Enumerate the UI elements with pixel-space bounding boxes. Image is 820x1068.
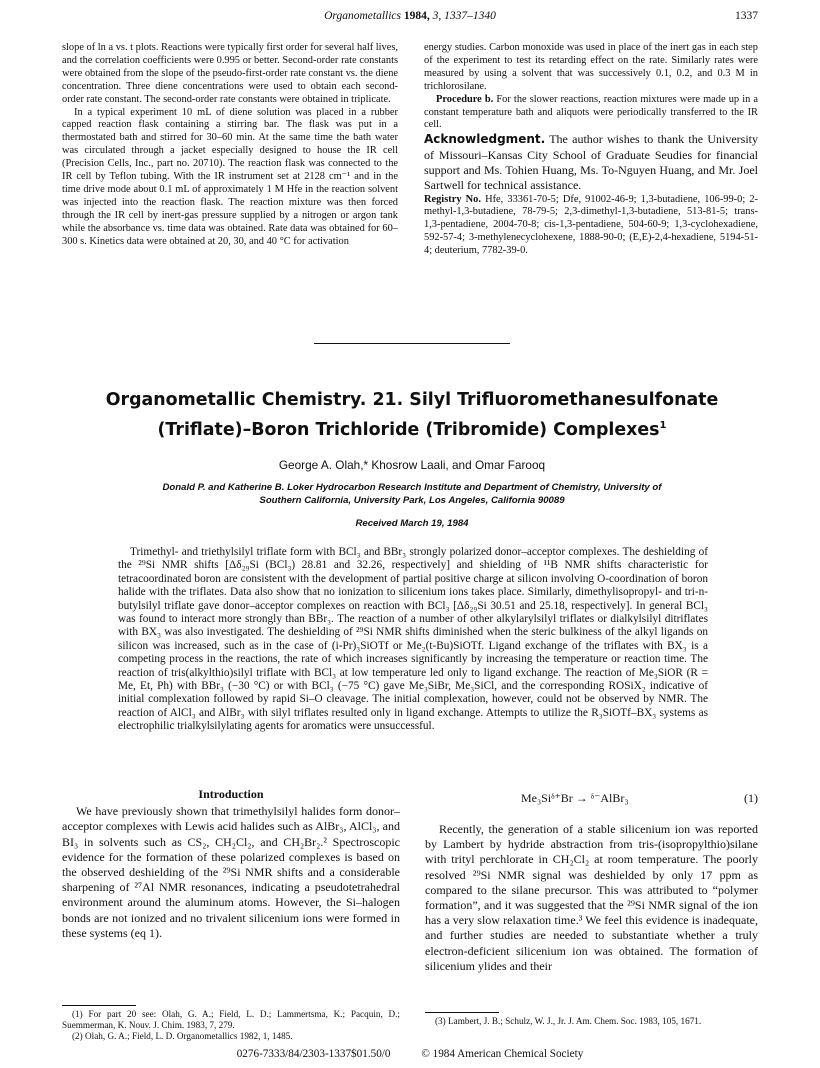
title-footnote-mark: 1 xyxy=(659,420,667,431)
registry-lead: Registry No. xyxy=(424,193,481,205)
title-line: (Triflate)–Boron Trichloride (Tribromide) Complexes$^1$ xyxy=(157,419,667,440)
section-divider xyxy=(314,343,510,344)
author-list: George A. Olah,* Khosrow Laali, and Omar Farooq xyxy=(278,458,546,472)
received-date: Received March 19, 1984 xyxy=(355,518,469,529)
acknowledgment-text: The author wishes to thank the University of Missouri–Kansas City School of Graduate Seudies for financial support and Ms. Tohien Huang, Ms. To-Nguyen Huang, and Mr. Joel Sartwell for technical assistance. xyxy=(424,132,758,193)
equation-body: Me₃Siᵟ⁺Br → ᵟ⁻AlBr₃ xyxy=(521,791,629,805)
footnote: (2) Olah, G. A.; Field, L. D. Organometallics 1982, 1, 1485. xyxy=(72,1031,293,1042)
procedure-text: For the slower reactions, reaction mixtures were made up in a constant temperature bath and aliquots were periodically transferred to the IR cell. xyxy=(424,93,758,131)
paragraph: In a typical experiment 10 mL of diene solution was placed in a rubber capped reaction flask containing a stirring bar. The flask was put in a thermostated bath and stirred for 30–60 min. At the same time the bath water was circulated through a jacket especially designed to house the IR cell (Precision Cells, Inc., part no. 20710). The reaction flask was connected to the IR cell by Teflon tubing. With the IR instrument set at 2128 cm⁻¹ and in the time drive mode about 0.1 mL of approximately 1 M Hfe in the reaction solvent was injected into the reaction flask. The reaction mixture was then forced through the IR cell by inert-gas pressure supplied by a nitrogen or argon tank while the absorbance vs. time data was obtained. Rate data was obtained for 60–300 s. Kinetics data were obtained at 20, 30, and 40 °C for activation xyxy=(62,106,398,247)
equation-1 xyxy=(425,791,758,806)
abstract xyxy=(118,546,708,734)
journal-pages: 1337–1340 xyxy=(444,10,496,22)
affiliation-line: Donald P. and Katherine B. Loker Hydrocarbon Research Institute and Department of Chemistry, University of xyxy=(162,482,662,493)
page-number: 1337 xyxy=(735,10,758,22)
top-right-column xyxy=(424,42,758,258)
footnote-rule xyxy=(62,1005,136,1006)
running-head xyxy=(62,10,758,26)
equation-number: (1) xyxy=(744,791,758,805)
paragraph: slope of ln a vs. t plots. Reactions were typically first order for several half lives, and the correlation coefficients were 0.995 or better. Second-order rate constants were obtained from the slope of the pseudo-first-order rate constant vs. the diene concentration. Three diene concentrations were used to obtain each second-order rate constant. The second-order rate constants were obtained in triplicate. xyxy=(62,42,398,105)
registry-paragraph xyxy=(424,194,758,259)
footnotes-right xyxy=(425,1016,758,1027)
acknowledgment-lead: Acknowledgment. xyxy=(424,132,546,147)
running-head-citation xyxy=(62,10,758,22)
paragraph: energy studies. Carbon monoxide was used in place of the inert gas in each step of the experiment to test its retarding effect on the rate. Similarly rates were measured by using a solvent that was successively 0.1, 0.2, and 0.3 M in trichlorosilane. xyxy=(424,42,758,92)
footnotes-left xyxy=(62,1009,400,1043)
top-left-column xyxy=(62,42,398,249)
page-footer xyxy=(62,1048,758,1060)
procedure-lead: Procedure b. xyxy=(436,93,494,105)
paragraph: Recently, the generation of a stable silicenium ion was reported by Lambert by hydride abstraction from tris-(isopropylthio)silane with trityl perchlorate in CH₂Cl₂ at room temperature. The poorly resolved ²⁹Si NMR signal was deshielded by only 17 ppm as compared to the silane precursor. This was attributed to “polymer formation”, and it was suggested that the ²⁹Si NMR signal of the ion has a very slow relaxation time.³ We feel this evidence is inadequate, and further studies are needed to substantiate whether a truly electron-deficient silicenium ion was obtained. The formation of silicenium ylides and their xyxy=(425,822,758,973)
registry-text: Hfe, 33361-70-5; Dfe, 91002-46-9; 1,3-butadiene, 106-99-0; 2-methyl-1,3-butadiene, 78-79-5; 2,3-dimethyl-1,3-butadiene, 513-81-5; trans-1,3-pentadiene, 2004-70-8; cis-1,3-pentadiene, 504-60-9; 1,3-cyclohexadiene, 592-57-4; 3-methylenecyclohexene, 1888-90-0; (E,E)-2,4-hexadiene, 5194-51-4; deuterium, 7782-39-0. xyxy=(424,193,758,257)
acknowledgment-paragraph xyxy=(424,132,758,193)
section-heading: Introduction xyxy=(198,787,264,801)
journal-year: 1984, xyxy=(403,10,430,22)
footnote-rule xyxy=(425,1012,499,1013)
copyright-notice: © 1984 American Chemical Society xyxy=(421,1048,584,1060)
footnote: (1) For part 20 see: Olah, G. A.; Field, L. D.; Lammertsma, K.; Pacquin, D.; Suemmerman, K. Nouv. J. Chim. 1983, 7, 279. xyxy=(62,1009,400,1031)
paragraph: We have previously shown that trimethylsilyl halides form donor–acceptor complexes with Lewis acid halides such as AlBr₃, AlCl₃, and BI₃ in solvents such as CS₂, CH₂Cl₂, and CH₂Br₂.² Spectroscopic evidence for the formation of these polarized complexes is based on the observed deshielding of the ²⁹Si NMR shifts and a considerable sharpening of ²⁷Al NMR resonances, indicating a pseudotetrahedral environment around the aluminum atoms. However, the Si–halogen bonds are not ionized and no trivalent silicenium ions were formed in these systems (eq 1). xyxy=(62,804,400,940)
article-title xyxy=(92,388,732,443)
footnote: (3) Lambert, J. B.; Schulz, W. J., Jr. J. Am. Chem. Soc. 1983, 105, 1671. xyxy=(435,1016,702,1026)
procedure-paragraph xyxy=(424,94,758,133)
abstract-text: Trimethyl- and triethylsilyl triflate form with BCl₃ and BBr₃ strongly polarized donor–acceptor complexes. The deshielding of the ²⁹Si NMR shifts [Δδ₂₉Si (BCl₃) 28.81 and 32.26, respectively] and shielding of ¹¹B NMR shifts characteristic for tetracoordinated boron are consistent with the development of partial positive charge at silicon involving O-coordination of boron halide with the triflates. Data also show that no ionization to silicenium ions takes place. Similarly, dimethylisopropyl- and tri-n-butylsilyl triflate gave donor–acceptor complexes on reaction with BCl₃ [Δδ₂₉Si 30.51 and 25.18, respectively]. In general BCl₃ was found to interact more strongly than BBr₃. The reaction of a number of other alkylarylsilyl triflates or dialkylsilyl ditriflates with BX₃ was also investigated. The deshielding of ²⁹Si NMR shifts diminished when the steric bulkiness of the alkyl ligands on silicon was increased, such as in the case of (i-Pr)₃SiOTf or Me₂(t-Bu)SiOTf. Ligand exchange of the triflates with BX₃ is a competing process in the reactions, the rate of which increases significantly by increasing the temperature or reaction time. The reaction of tris(alkylthio)silyl triflate with BCl₃ at low temperature led only to ligand exchange. The reaction of Me₃SiOR (R = Me, Et, Ph) with BBr₃ (−30 °C) or with BCl₃ (−75 °C) gave Me₃SiBr, Me₃SiCl, and the corresponding ROSiX₂ indicative of initial complexation followed by rapid Si–O cleavage. The initial complexation, however, could not be observed by NMR. The reaction of AlCl₃ and AlBr₃ with silyl triflates resulted only in ligand exchange. Attempts to utilize the R₃SiOTf–BX₃ systems as electrophilic trialkylsilylating agents for aromatics were unsuccessful. xyxy=(118,546,708,733)
introduction-left-column xyxy=(62,787,400,941)
affiliation xyxy=(92,481,732,507)
publication-code: 0276-7333/84/2303-1337$01.50/0 xyxy=(236,1048,391,1060)
introduction-right-column xyxy=(425,822,758,974)
title-line: Organometallic Chemistry. 21. Silyl Trifluoromethanesulfonate xyxy=(105,390,719,410)
affiliation-line: Southern California, University Park, Los Angeles, California 90089 xyxy=(259,495,565,506)
journal-name: Organometallics xyxy=(324,10,401,22)
journal-volume: 3, xyxy=(432,10,442,22)
